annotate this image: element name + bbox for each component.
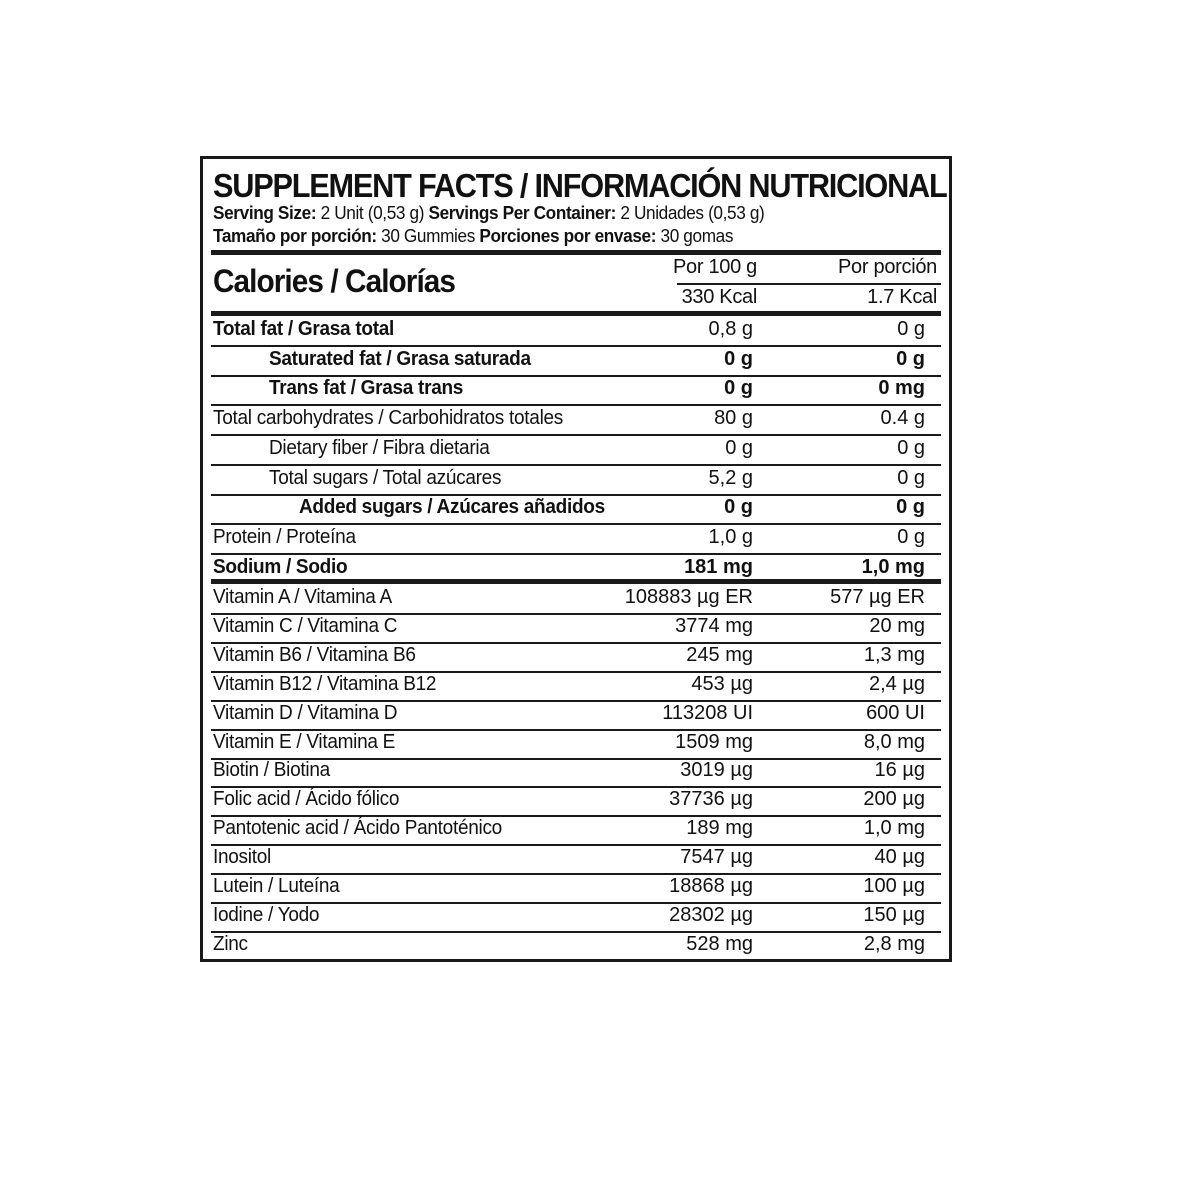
value-per-serving: 1,3 mg	[863, 644, 925, 666]
value-per-serving: 0 g	[897, 318, 925, 340]
table-row	[211, 346, 941, 377]
nutrient-name: Added sugars / Azúcares añadidos	[299, 496, 605, 518]
serving-es-label-1: Porciones por envase:	[479, 225, 657, 246]
value-per-100g: 528 mg	[686, 933, 753, 955]
value-per-100g: 80 g	[714, 407, 753, 429]
value-per-serving: 2,4 µg	[868, 673, 925, 695]
nutrient-name: Zinc	[213, 933, 248, 955]
nutrient-name: Protein / Proteína	[213, 526, 356, 548]
nutrient-name: Total sugars / Total azúcares	[269, 467, 502, 489]
value-per-100g: 113208 UI	[662, 702, 753, 724]
value-per-serving: 1,0 mg	[861, 556, 925, 578]
table-row	[211, 405, 941, 436]
value-per-100g: 1509 mg	[675, 731, 753, 753]
table-row	[211, 671, 941, 702]
nutrient-name: Vitamin C / Vitamina C	[213, 615, 398, 637]
value-per-serving: 0 g	[896, 496, 925, 518]
nutrient-name: Iodine / Yodo	[213, 904, 320, 926]
value-per-serving: 150 µg	[863, 904, 925, 926]
nutrient-name: Vitamin B6 / Vitamina B6	[213, 644, 416, 666]
table-row	[211, 316, 941, 347]
value-per-serving: 40 µg	[874, 846, 925, 868]
calories-per-serving: 1.7 Kcal	[867, 286, 937, 308]
per-serving-header: Por porción	[838, 256, 937, 278]
table-row	[211, 375, 941, 406]
nutrient-name: Pantotenic acid / Ácido Pantoténico	[213, 817, 502, 839]
serving-size-line	[213, 202, 764, 224]
value-per-serving: 1,0 mg	[863, 817, 925, 839]
value-per-100g: 3774 mg	[675, 615, 753, 637]
serving-es-value-0: 30 Gummies	[376, 225, 480, 246]
nutrient-name: Lutein / Luteína	[213, 875, 340, 897]
value-per-100g: 0 g	[725, 437, 753, 459]
nutrient-name: Dietary fiber / Fibra dietaria	[269, 437, 490, 459]
value-per-100g: 453 µg	[691, 673, 753, 695]
nutrient-name: Sodium / Sodio	[213, 556, 348, 578]
value-per-serving: 100 µg	[863, 875, 925, 897]
value-per-serving: 577 µg ER	[830, 586, 925, 608]
table-row	[211, 465, 941, 496]
serving-label-0: Serving Size:	[213, 202, 317, 223]
nutrient-name: Vitamin A / Vitamina A	[213, 586, 392, 608]
serving-size-line-es	[213, 225, 733, 247]
nutrient-name: Saturated fat / Grasa saturada	[269, 348, 531, 370]
value-per-100g: 0 g	[724, 348, 753, 370]
serving-es-value-1: 30 gomas	[656, 225, 734, 246]
value-per-100g: 18868 µg	[669, 875, 753, 897]
thick-divider	[211, 250, 941, 255]
value-per-serving: 0 g	[897, 437, 925, 459]
value-per-100g: 7547 µg	[680, 846, 753, 868]
value-per-serving: 200 µg	[863, 788, 925, 810]
table-row	[211, 815, 941, 846]
value-per-serving: 0 g	[897, 526, 925, 548]
value-per-serving: 600 UI	[866, 702, 925, 724]
nutrient-name: Vitamin D / Vitamina D	[213, 702, 398, 724]
value-per-serving: 0 mg	[878, 377, 925, 399]
header-divider	[677, 283, 941, 285]
nutrient-name: Total carbohydrates / Carbohidratos totales	[213, 407, 564, 429]
label-title: SUPPLEMENT FACTS / INFORMACIÓN NUTRICIONAL	[213, 167, 947, 204]
table-row	[211, 844, 941, 875]
serving-label-1: Servings Per Container:	[428, 202, 616, 223]
value-per-100g: 3019 µg	[680, 759, 753, 781]
value-per-100g: 108883 µg ER	[624, 586, 753, 608]
nutrient-name: Vitamin E / Vitamina E	[213, 731, 396, 753]
calories-label: Calories / Calorías	[213, 263, 456, 299]
value-per-100g: 5,2 g	[708, 467, 753, 489]
table-row	[211, 902, 941, 933]
value-per-serving: 0.4 g	[880, 407, 925, 429]
nutrient-name: Trans fat / Grasa trans	[269, 377, 464, 399]
value-per-serving: 0 g	[896, 348, 925, 370]
table-row	[211, 494, 941, 525]
value-per-100g: 181 mg	[684, 556, 753, 578]
table-row	[211, 584, 941, 615]
value-per-100g: 1,0 g	[708, 526, 753, 548]
nutrient-name: Vitamin B12 / Vitamina B12	[213, 673, 437, 695]
value-per-serving: 2,8 mg	[863, 933, 925, 955]
table-row	[211, 729, 941, 760]
value-per-100g: 0,8 g	[708, 318, 753, 340]
nutrient-name: Total fat / Grasa total	[213, 318, 395, 340]
table-row	[211, 873, 941, 904]
table-row	[211, 642, 941, 673]
supplement-facts-label	[200, 156, 952, 962]
value-per-100g: 28302 µg	[669, 904, 753, 926]
serving-es-label-0: Tamaño por porción:	[213, 225, 377, 246]
nutrient-name: Inositol	[213, 846, 271, 868]
serving-value-0: 2 Unit (0,53 g)	[316, 202, 429, 223]
table-row	[211, 757, 941, 788]
nutrient-name: Folic acid / Ácido fólico	[213, 788, 400, 810]
table-row	[211, 700, 941, 731]
value-per-serving: 16 µg	[874, 759, 925, 781]
value-per-serving: 0 g	[897, 467, 925, 489]
table-row	[211, 786, 941, 817]
table-row	[211, 613, 941, 644]
value-per-100g: 189 mg	[686, 817, 753, 839]
value-per-100g: 0 g	[724, 377, 753, 399]
table-row	[211, 524, 941, 555]
serving-value-1: 2 Unidades (0,53 g)	[615, 202, 765, 223]
value-per-serving: 20 mg	[869, 615, 925, 637]
table-row	[211, 931, 941, 960]
value-per-serving: 8,0 mg	[863, 731, 925, 753]
per-100g-header: Por 100 g	[672, 256, 757, 278]
value-per-100g: 245 mg	[686, 644, 753, 666]
table-row	[211, 435, 941, 466]
value-per-100g: 37736 µg	[669, 788, 753, 810]
label-inner	[211, 159, 947, 959]
value-per-100g: 0 g	[724, 496, 753, 518]
nutrient-name: Biotin / Biotina	[213, 759, 330, 781]
calories-per-100g: 330 Kcal	[681, 286, 757, 308]
